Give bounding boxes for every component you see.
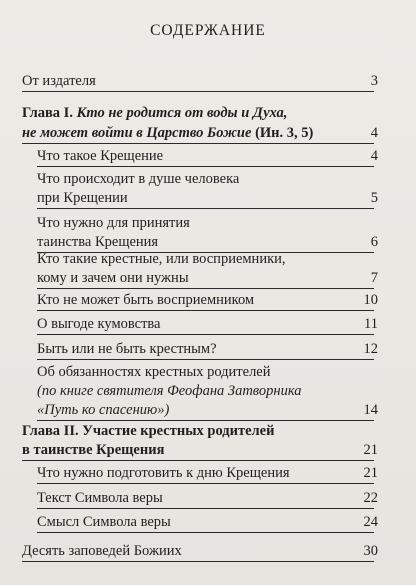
- toc-entry-text: (Ин. 3, 5): [251, 125, 314, 141]
- toc-entry-line: Быть или не быть крестным?: [37, 341, 217, 357]
- toc-entry-line: в таинстве Крещения: [22, 442, 165, 458]
- page-number: 21: [363, 465, 378, 481]
- leader-rule: [37, 532, 374, 533]
- leader-rule: [37, 359, 374, 360]
- toc-entry-line: Смысл Символа веры: [37, 514, 171, 530]
- page-number: 10: [363, 292, 378, 308]
- page-number: 24: [363, 514, 378, 530]
- toc-entry-line: Глава II. Участие крестных родителей: [22, 423, 275, 439]
- leader-rule: [22, 91, 374, 92]
- toc-entry-line: Что такое Крещение: [37, 148, 164, 164]
- page-number: 21: [363, 442, 378, 458]
- contents-title: СОДЕРЖАНИЕ: [150, 22, 266, 39]
- page-number: 3: [370, 73, 378, 89]
- toc-entry-line: Десять заповедей Божиих: [22, 543, 182, 559]
- page-number: 5: [370, 190, 378, 206]
- toc-entry-line: Что нужно для принятия: [37, 215, 190, 231]
- toc-entry-line: [22, 124, 313, 142]
- leader-rule: [37, 166, 374, 167]
- toc-entry-line: О выгоде кумовства: [37, 316, 161, 332]
- toc-entry-line: (по книге святителя Феофана Затворника: [37, 383, 302, 399]
- leader-rule: [37, 310, 374, 311]
- leader-rule: [37, 334, 374, 335]
- toc-entry-line: Текст Символа веры: [37, 490, 163, 506]
- toc-entry-text: Кто не родится от воды и Духа,: [76, 105, 288, 121]
- leader-rule: [22, 460, 374, 461]
- toc-entry-line: От издателя: [22, 73, 96, 89]
- leader-rule: [37, 483, 374, 484]
- leader-rule: [37, 208, 374, 209]
- page-number: 4: [370, 125, 378, 141]
- page-number: 4: [370, 148, 378, 164]
- toc-entry-line: при Крещении: [37, 190, 128, 206]
- leader-rule: [22, 143, 374, 144]
- toc-entry-line: таинства Крещения: [37, 234, 159, 250]
- toc-entry-line: [22, 104, 287, 122]
- page-number: 22: [363, 490, 378, 506]
- toc-entry-line: кому и зачем они нужны: [37, 270, 189, 286]
- page-number: 6: [370, 234, 378, 250]
- toc-entry-line: Кто не может быть восприемником: [37, 292, 255, 308]
- toc-entry-line: Кто такие крестные, или восприемники,: [37, 251, 286, 267]
- toc-entry-line: Что происходит в душе человека: [37, 171, 240, 187]
- toc-entry-text: не может войти в Царство Божие: [22, 125, 252, 141]
- page-number: 14: [363, 402, 378, 418]
- page-number: 30: [363, 543, 378, 559]
- leader-rule: [37, 288, 374, 289]
- leader-rule: [22, 561, 374, 562]
- toc-entry-line: «Путь ко спасению»): [37, 402, 170, 418]
- page-number: 12: [363, 341, 378, 357]
- page-number: 11: [364, 316, 378, 332]
- leader-rule: [37, 420, 374, 421]
- toc-entry-line: Что нужно подготовить к дню Крещения: [37, 465, 290, 481]
- toc-entry-text: Глава I.: [22, 105, 77, 121]
- page-number: 7: [370, 270, 378, 286]
- leader-rule: [37, 508, 374, 509]
- toc-entry-line: Об обязанностях крестных родителей: [37, 364, 271, 380]
